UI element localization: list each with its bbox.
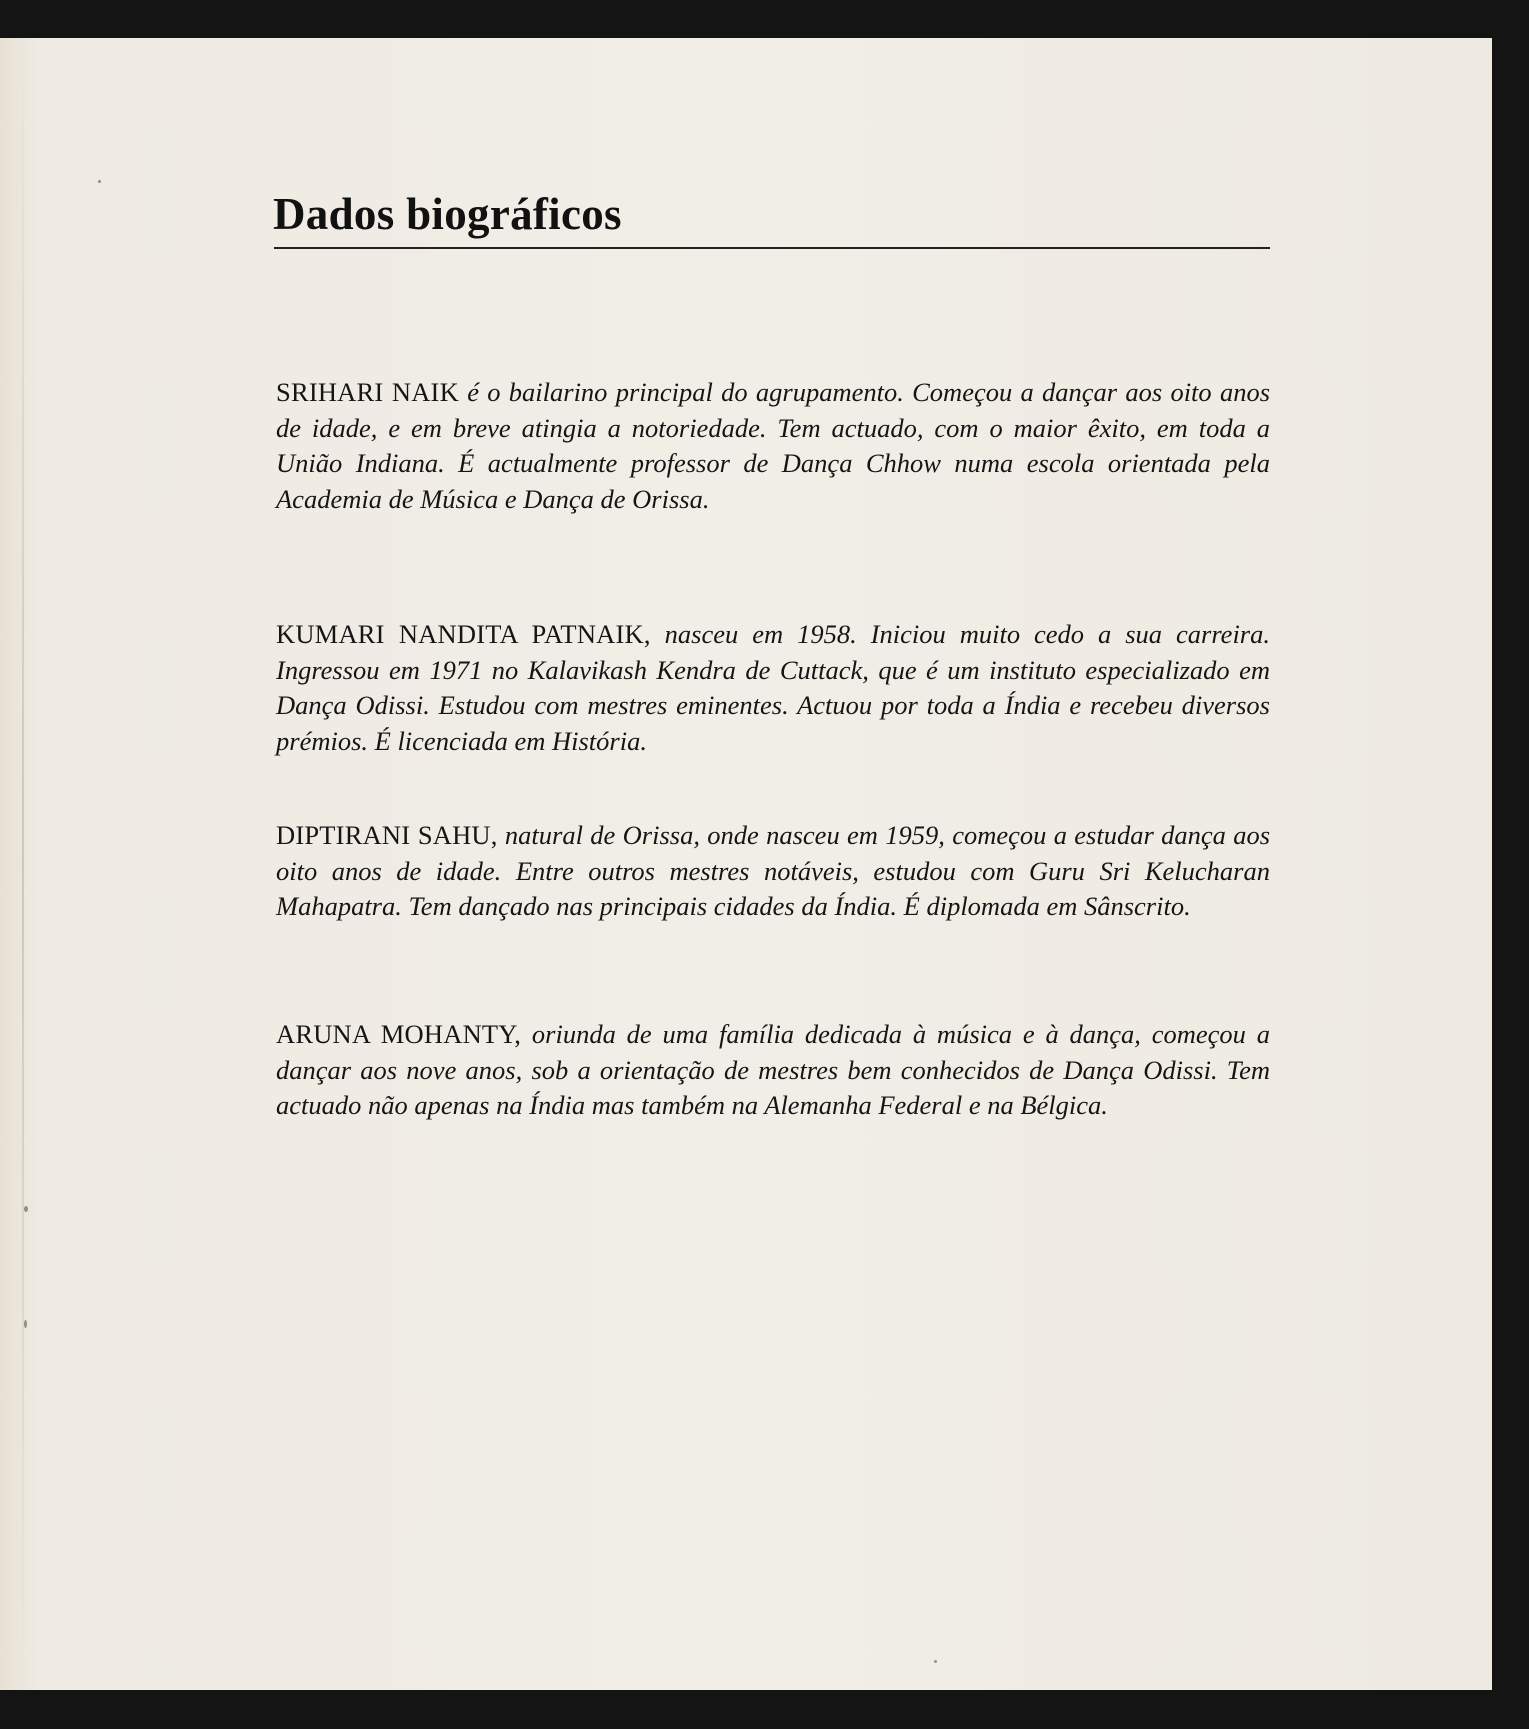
biography-aruna-mohanty: [276, 1017, 1270, 1124]
biography-kumari-nandita-patnaik: [276, 617, 1270, 759]
paper-speck: [24, 1320, 27, 1328]
paper-speck: [24, 1206, 28, 1212]
biography-name: ARUNA MOHANTY,: [276, 1019, 522, 1049]
biography-name: KUMARI NANDITA PATNAIK,: [276, 619, 651, 649]
biography-text: é o bailarino principal do agrupamento. Começou a dançar aos oito anos de idade, e em breve atingia a notoriedade. Tem actuado, com o maior êxito, em toda a União Indiana. É actualmente professor de Dança Chhow numa escola orientada pela Academia de Música e Dança de Orissa.: [276, 377, 1271, 514]
biography-name: DIPTIRANI SAHU,: [276, 820, 498, 850]
biography-name: SRIHARI NAIK: [276, 377, 459, 407]
biography-text: oriunda de uma família dedicada à música e à dança, começou a dançar aos nove anos, sob a orientação de mestres bem conhecidos de Dança Odissi. Tem actuado não apenas na Índia mas também na Alemanha Federal e na Bélgica.: [276, 1019, 1270, 1120]
biography-srihari-naik: [276, 375, 1270, 517]
title-underline: [274, 247, 1270, 249]
biography-diptirani-sahu: [276, 818, 1270, 925]
paper-speck: [934, 1660, 937, 1663]
paper-speck: [98, 180, 101, 183]
document-page: [0, 38, 1492, 1690]
binding-gutter: [22, 38, 24, 1690]
page-title: Dados biográficos: [273, 189, 622, 239]
biography-text: natural de Orissa, onde nasceu em 1959, começou a estudar dança aos oito anos de idade. Entre outros mestres notáveis, estudou com Guru Sri Kelucharan Mahapatra. Tem dançado nas principais cidades da Índia. É diplomada em Sânscrito.: [276, 820, 1271, 921]
biography-text: nasceu em 1958. Iniciou muito cedo a sua carreira. Ingressou em 1971 no Kalavikash Kendra de Cuttack, que é um instituto especializado em Dança Odissi. Estudou com mestres eminentes. Actuou por toda a Índia e recebeu diversos prémios. É licenciada em História.: [276, 619, 1270, 756]
